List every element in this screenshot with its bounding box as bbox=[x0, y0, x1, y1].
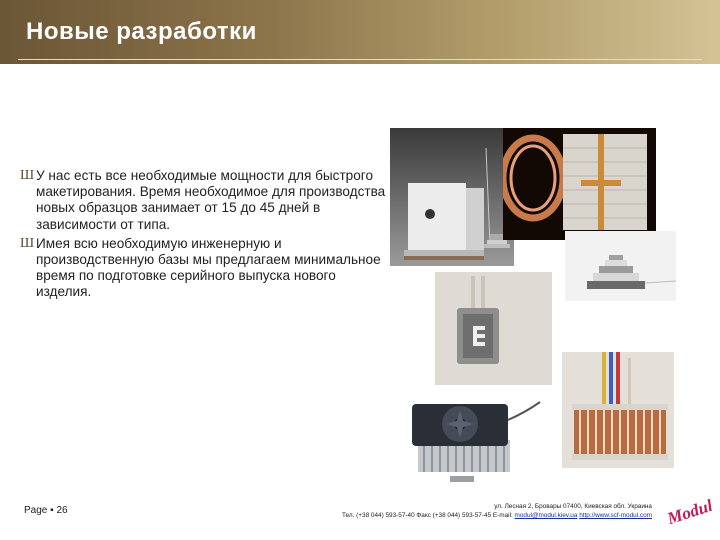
bullet-item bbox=[20, 236, 390, 301]
photo-thermoelectric-module-dark bbox=[390, 128, 514, 266]
logo-text: Modul bbox=[664, 495, 712, 524]
footer-address: ул. Лесная 2, Бровары 07400, Киевская обл. Украина bbox=[494, 503, 652, 510]
photo-copper-peltier-assembly bbox=[562, 352, 674, 468]
header-bar bbox=[0, 0, 720, 64]
footer-phone-line bbox=[342, 511, 652, 520]
bullet-marker: Ш bbox=[20, 168, 35, 183]
page-title: Новые разработки bbox=[26, 18, 257, 45]
bullet-text: Имея всю необходимую инженерную и производственную базы мы предлагаем минимальное время по подготовке серийного выпуска нового изделия. bbox=[36, 235, 381, 300]
email-link[interactable]: modul@modul.kiev.ua bbox=[514, 512, 578, 519]
footer-phone-fax: Тел. (+38 044) 593-57-40 Факс (+38 044) 593-57-45 E-mail: bbox=[342, 512, 513, 519]
bullet-text: У нас есть все необходимые мощности для быстрого макетирования. Время необходимое для производства новых образцов занимает от 15 до 45 дней в зависимости от типа. bbox=[36, 168, 386, 232]
header-divider bbox=[18, 59, 702, 60]
website-link[interactable]: http://www.scf-modul.com bbox=[579, 512, 652, 519]
company-logo bbox=[664, 490, 712, 524]
bullet-item bbox=[20, 168, 390, 233]
bullet-marker: Ш bbox=[20, 235, 35, 251]
photo-pyramid-module bbox=[565, 231, 676, 301]
photo-heater-copper-coil bbox=[503, 128, 656, 240]
photo-module-with-wires bbox=[435, 272, 552, 385]
page-number: Page ▪ 26 bbox=[24, 505, 68, 516]
footer-contacts bbox=[342, 502, 652, 520]
photo-cpu-cooler bbox=[398, 390, 550, 492]
content-text bbox=[20, 168, 390, 304]
